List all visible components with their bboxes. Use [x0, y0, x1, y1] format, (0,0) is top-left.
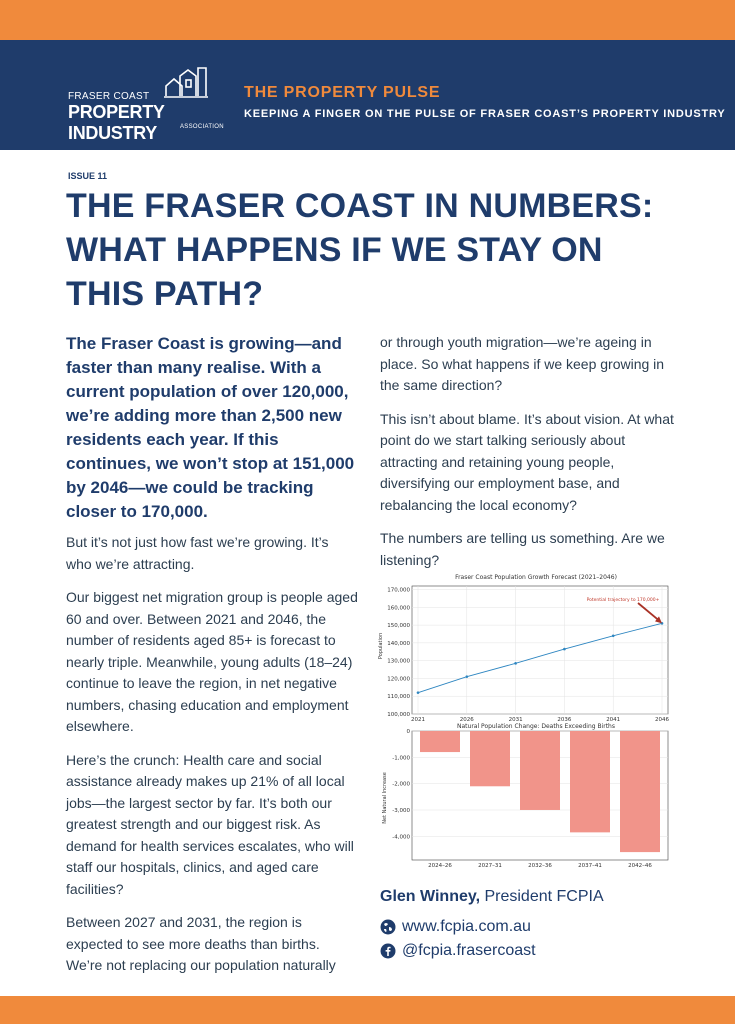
- house-skyline-icon: [164, 66, 208, 102]
- line-chart-xtick: 2026: [459, 717, 474, 723]
- population-point: [466, 675, 469, 678]
- lead-paragraph: The Fraser Coast is growing—and faster than many realise. With a current population of over 120,000, we’re adding more than 2,500 new residents each year. If this continues, we won’t stop at 151,000 by 2046—we could be tracking closer to 170,000.: [66, 334, 355, 521]
- website-link[interactable]: [380, 918, 531, 936]
- article-headline: THE FRASER COAST IN NUMBERS: WHAT HAPPENS IF WE STAY ON THIS PATH?: [66, 187, 654, 313]
- bar-chart-xtick: 2037–41: [578, 863, 602, 869]
- author-line: [380, 888, 604, 906]
- line-chart-annotation: Potential trajectory to 170,000+: [586, 598, 660, 603]
- line-chart-xtick: 2046: [655, 717, 669, 723]
- fcpia-logo: [68, 66, 228, 143]
- line-chart-ytick: 150,000: [387, 623, 410, 630]
- line-chart-xtick: 2031: [508, 717, 523, 723]
- logo-sub-text: ASSOCIATION: [180, 124, 224, 130]
- line-chart-ytick: 140,000: [387, 640, 410, 647]
- bar-chart-ytick: -4,000: [392, 834, 410, 841]
- top-accent-bar: [0, 0, 735, 40]
- newsletter-tagline: KEEPING A FINGER ON THE PULSE OF FRASER COAST’S PROPERTY INDUSTRY: [244, 108, 726, 120]
- facebook-link[interactable]: [380, 942, 536, 960]
- body-paragraph: or through youth migration—we’re ageing in place. So what happens if we keep growing in the same direction?: [380, 334, 665, 393]
- website-url[interactable]: www.fcpia.com.au: [402, 918, 531, 935]
- body-paragraph: The numbers are telling us something. Are we listening?: [380, 530, 665, 568]
- facebook-icon: [380, 943, 396, 959]
- line-chart-xtick: 2036: [557, 717, 572, 723]
- line-chart-xtick: 2041: [606, 717, 621, 723]
- header-banner: [0, 40, 735, 150]
- line-chart-ytick: 120,000: [387, 676, 410, 683]
- body-paragraph: Here’s the crunch: Health care and social assistance already makes up 21% of all local jobs—the largest sector by far. It’s both our greatest strength and our biggest risk. As demand for health services escalates, who will staff our hospitals, clinics, and aged care facilities?: [66, 751, 354, 897]
- bar-chart-xtick: 2042–46: [628, 863, 652, 869]
- bar-chart-ytick: -3,000: [392, 807, 410, 814]
- population-point: [612, 634, 615, 637]
- bar-chart-ylabel: Net Natural Increase: [382, 772, 388, 824]
- bar-chart-xtick: 2027–31: [478, 863, 502, 869]
- line-chart-xtick: 2021: [411, 717, 425, 723]
- charts-figure: [376, 568, 676, 870]
- bar-chart-xtick: 2024–26: [428, 863, 452, 869]
- article-column-right: [380, 332, 680, 583]
- issue-number: ISSUE 11: [68, 171, 108, 181]
- line-chart-ytick: 160,000: [387, 605, 410, 612]
- logo-small-text: FRASER COAST: [68, 91, 150, 102]
- line-chart-title: Fraser Coast Population Growth Forecast (2021–2046): [455, 574, 617, 581]
- bar-chart-ytick: -2,000: [392, 781, 410, 788]
- body-paragraph: This isn’t about blame. It’s about vision. At what point do we start talking seriously about attracting and retaining young people, diversifying our employment base, and rebalancing the local economy?: [380, 410, 674, 513]
- line-chart-frame: [412, 586, 668, 714]
- population-point: [514, 662, 517, 665]
- bottom-accent-bar: [0, 996, 735, 1024]
- bar-chart-ytick: -1,000: [392, 755, 410, 762]
- line-chart-ytick: 110,000: [387, 694, 410, 701]
- facebook-handle[interactable]: @fcpia.frasercoast: [402, 942, 536, 959]
- bar-chart-title: Natural Population Change: Deaths Exceeding Births: [457, 723, 615, 730]
- line-chart-ytick: 170,000: [387, 587, 410, 594]
- population-point: [563, 648, 566, 651]
- line-chart-ylabel: Population: [378, 632, 384, 660]
- body-paragraph: Our biggest net migration group is people aged 60 and over. Between 2021 and 2046, the number of residents aged 85+ is forecast to nearly triple. Meanwhile, young adults (18–24) continue to leave the region, in net negative numbers, chasing education and employment elsewhere.: [66, 589, 358, 734]
- author-role: President FCPIA: [480, 888, 604, 905]
- line-chart-ytick: 130,000: [387, 658, 410, 665]
- deaths-exceeding-births-bar: [420, 731, 460, 752]
- population-point: [417, 691, 420, 694]
- line-chart-ytick: 100,000: [387, 712, 410, 718]
- body-paragraph: Between 2027 and 2031, the region is expected to see more deaths than births. We’re not replacing our population naturally: [66, 914, 336, 973]
- author-name: Glen Winney,: [380, 888, 481, 905]
- deaths-exceeding-births-bar: [470, 731, 510, 786]
- deaths-exceeding-births-bar: [570, 731, 610, 832]
- deaths-exceeding-births-bar: [520, 731, 560, 810]
- article-column-left: [66, 332, 358, 989]
- bar-chart-xtick: 2032–36: [528, 863, 552, 869]
- newsletter-title: THE PROPERTY PULSE: [244, 84, 441, 101]
- globe-icon: [380, 919, 396, 935]
- logo-main-text: PROPERTY INDUSTRY: [68, 102, 165, 143]
- charts-svg: [376, 568, 676, 870]
- deaths-exceeding-births-bar: [620, 731, 660, 852]
- body-paragraph: But it’s not just how fast we’re growing. It’s who we’re attracting.: [66, 534, 329, 572]
- bar-chart-ytick: 0: [406, 729, 410, 735]
